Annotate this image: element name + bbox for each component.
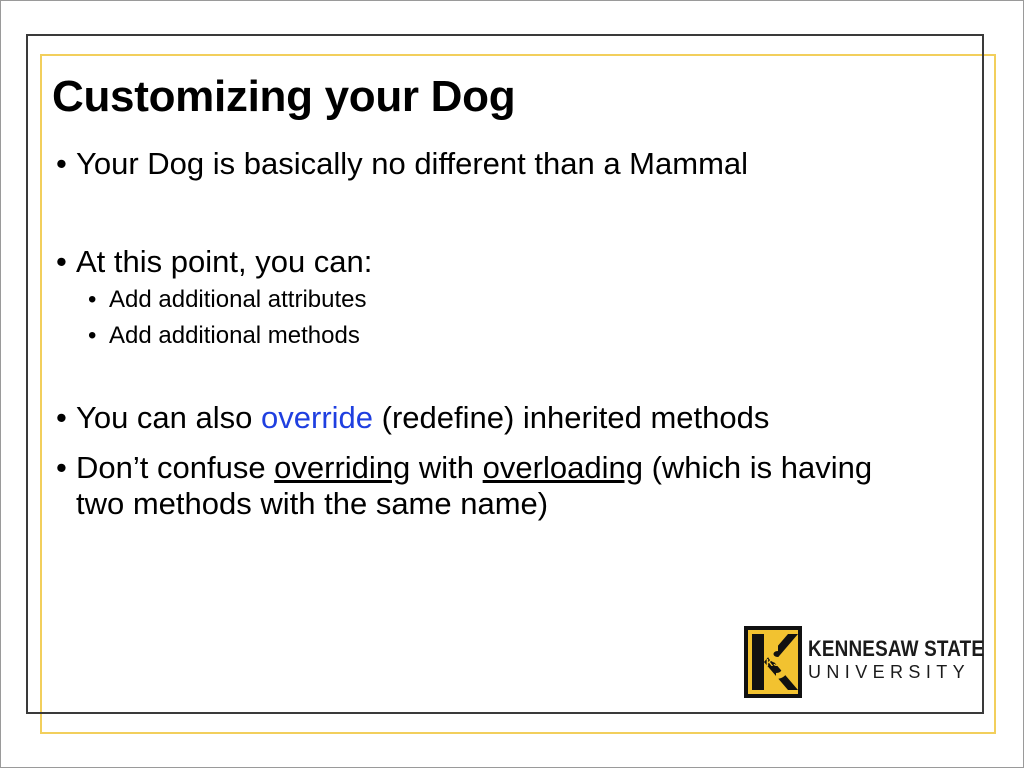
ks-monogram-text: KS — [766, 658, 780, 669]
bullet-3-post: (redefine) inherited methods — [373, 400, 770, 435]
bullet-4-post: (which is having — [642, 450, 873, 485]
bullet-3 — [56, 400, 769, 436]
bullet-2 — [56, 244, 372, 280]
sub-bullet-2 — [88, 322, 360, 350]
sub-bullet-2-text: Add additional methods — [109, 322, 360, 349]
sub-bullet-1-text: Add additional attributes — [109, 286, 367, 313]
bullet-glyph: • — [56, 450, 67, 485]
bullet-4-mid: with — [410, 450, 483, 485]
logo-sub: UNIVERSITY — [808, 662, 971, 682]
bullet-4-pre: Don’t confuse — [76, 450, 275, 485]
slide-title: Customizing your Dog — [52, 72, 516, 121]
ks-monogram-logo — [744, 626, 802, 698]
bullet-4 — [56, 450, 872, 486]
overloading-keyword: overloading — [482, 450, 643, 485]
bullet-3-pre: You can also — [76, 400, 262, 435]
overriding-keyword: overriding — [274, 450, 411, 485]
bullet-glyph: • — [56, 400, 67, 435]
bullet-1-text: Your Dog is basically no different than a Mammal — [76, 146, 749, 181]
sub-bullet-1 — [88, 286, 367, 314]
bullet-4-continuation — [76, 486, 548, 522]
bullet-glyph: • — [56, 146, 67, 181]
bullet-glyph: • — [88, 286, 97, 313]
bullet-4-line2: two methods with the same name) — [76, 486, 549, 521]
logo-name: KENNESAW STATE — [808, 636, 985, 661]
bullet-glyph: • — [56, 244, 67, 279]
bullet-1 — [56, 146, 748, 182]
override-keyword: override — [261, 400, 374, 435]
bullet-glyph: • — [88, 322, 97, 349]
dark-accent-frame — [26, 34, 984, 714]
bullet-2-text: At this point, you can: — [76, 244, 373, 279]
